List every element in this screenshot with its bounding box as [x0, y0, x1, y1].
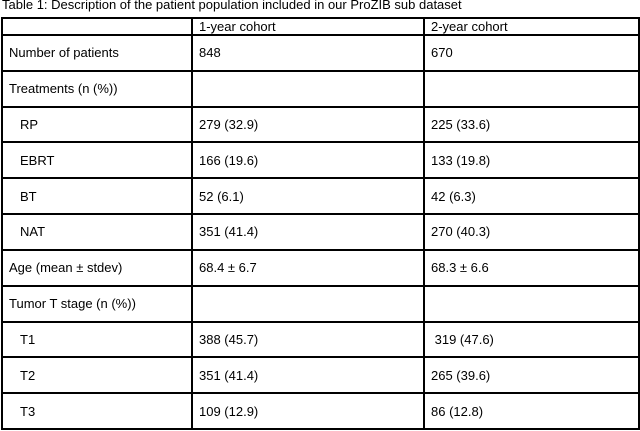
row-label: T2 [2, 357, 192, 393]
header-1-year-cohort: 1-year cohort [192, 18, 424, 35]
row-t1 [2, 322, 639, 358]
row-label: NAT [2, 214, 192, 250]
cell-value [424, 71, 639, 107]
header-row [2, 18, 639, 35]
row-treatments [2, 71, 639, 107]
row-label: T1 [2, 322, 192, 358]
cell-value: 52 (6.1) [192, 178, 424, 214]
row-t2 [2, 357, 639, 393]
row-age [2, 250, 639, 286]
row-label: RP [2, 107, 192, 143]
row-label: EBRT [2, 142, 192, 178]
patient-population-table [1, 17, 640, 430]
row-nat [2, 214, 639, 250]
cell-value [424, 286, 639, 322]
cell-value: 42 (6.3) [424, 178, 639, 214]
cell-value: 265 (39.6) [424, 357, 639, 393]
row-label: Age (mean ± stdev) [2, 250, 192, 286]
cell-value [192, 71, 424, 107]
cell-value: 279 (32.9) [192, 107, 424, 143]
cell-value: 670 [424, 35, 639, 71]
row-ebrt [2, 142, 639, 178]
cell-value: 86 (12.8) [424, 393, 639, 429]
row-t3 [2, 393, 639, 429]
cell-value: 388 (45.7) [192, 322, 424, 358]
table-caption: Table 1: Description of the patient population included in our ProZIB sub dataset [2, 0, 462, 12]
cell-value: 848 [192, 35, 424, 71]
row-number-of-patients [2, 35, 639, 71]
cell-value: 351 (41.4) [192, 214, 424, 250]
cell-value: 351 (41.4) [192, 357, 424, 393]
cell-value [192, 286, 424, 322]
cell-value: 166 (19.6) [192, 142, 424, 178]
header-empty-cell [2, 18, 192, 35]
row-label: Tumor T stage (n (%)) [2, 286, 192, 322]
row-bt [2, 178, 639, 214]
cell-value: 270 (40.3) [424, 214, 639, 250]
row-tumor-t-stage [2, 286, 639, 322]
cell-value: 109 (12.9) [192, 393, 424, 429]
cell-value: 133 (19.8) [424, 142, 639, 178]
cell-value: 68.3 ± 6.6 [424, 250, 639, 286]
cell-value: 319 (47.6) [424, 322, 639, 358]
cell-value: 225 (33.6) [424, 107, 639, 143]
row-rp [2, 107, 639, 143]
row-label: Number of patients [2, 35, 192, 71]
header-2-year-cohort: 2-year cohort [424, 18, 639, 35]
row-label: Treatments (n (%)) [2, 71, 192, 107]
row-label: T3 [2, 393, 192, 429]
cell-value: 68.4 ± 6.7 [192, 250, 424, 286]
row-label: BT [2, 178, 192, 214]
